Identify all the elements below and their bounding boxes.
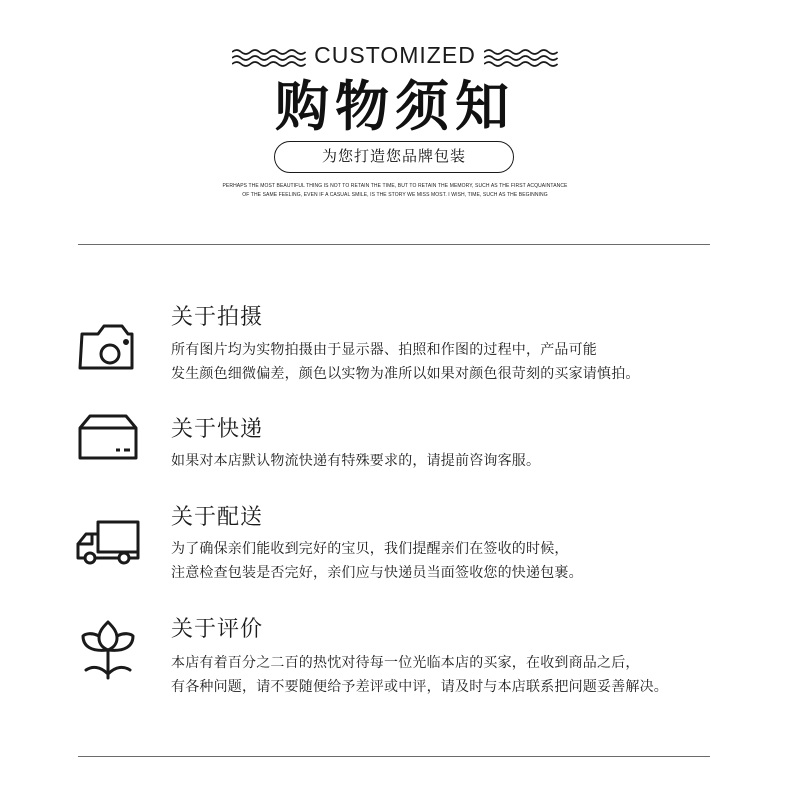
package-box-icon bbox=[72, 404, 144, 476]
page-title: 购物须知 bbox=[275, 75, 515, 138]
section-text-line: 注意检查包装是否完好，亲们应与快递员当面签收您的快递包裹。 bbox=[171, 565, 583, 581]
section-text-line: 所有图片均为实物拍摄由于显示器、拍照和作图的过程中，产品可能 bbox=[171, 342, 597, 358]
section-text-line: 如果对本店默认物流快递有特殊要求的，请提前咨询客服。 bbox=[171, 453, 541, 469]
bottom-divider bbox=[78, 756, 710, 757]
section-text-line: 发生颜色细微偏差，颜色以实物为准所以如果对颜色很苛刻的买家请慎拍。 bbox=[171, 366, 640, 382]
delivery-truck-icon bbox=[72, 506, 144, 578]
section-title: 关于拍摄 bbox=[171, 305, 264, 330]
tagline-line-1: PERHAPS THE MOST BEAUTIFUL THING IS NOT TO RETAIN THE TIME, BUT TO RETAIN THE MEMORY, SUCH AS THE FIRST ACQUAINTANCE bbox=[222, 183, 568, 189]
section-express bbox=[0, 404, 790, 484]
section-title: 关于快递 bbox=[171, 417, 264, 442]
tulip-flower-icon bbox=[72, 616, 144, 688]
tagline-line-2: OF THE SAME FEELING, EVEN IF A CASUAL SMILE, IS THE STORY WE MISS MOST. I WISH, TIME, SUCH AS THE BEGINNING bbox=[242, 192, 548, 198]
brand-text: CUSTOMIZED bbox=[314, 42, 476, 68]
top-divider bbox=[78, 244, 710, 245]
brand-slogan-pill: 为您打造您品牌包装 bbox=[274, 141, 514, 173]
section-review bbox=[0, 606, 790, 706]
header bbox=[0, 0, 790, 210]
section-title: 关于评价 bbox=[171, 617, 264, 642]
section-delivery bbox=[0, 494, 790, 594]
section-title: 关于配送 bbox=[171, 505, 264, 530]
section-text-line: 有各种问题，请不要随便给予差评或中评，请及时与本店联系把问题妥善解决。 bbox=[171, 679, 668, 695]
section-text-line: 本店有着百分之二百的热忱对待每一位光临本店的买家，在收到商品之后， bbox=[171, 655, 640, 671]
section-text-line: 为了确保亲们能收到完好的宝贝，我们提醒亲们在签收的时候， bbox=[171, 541, 569, 557]
camera-icon bbox=[72, 304, 144, 376]
section-photography bbox=[0, 290, 790, 400]
